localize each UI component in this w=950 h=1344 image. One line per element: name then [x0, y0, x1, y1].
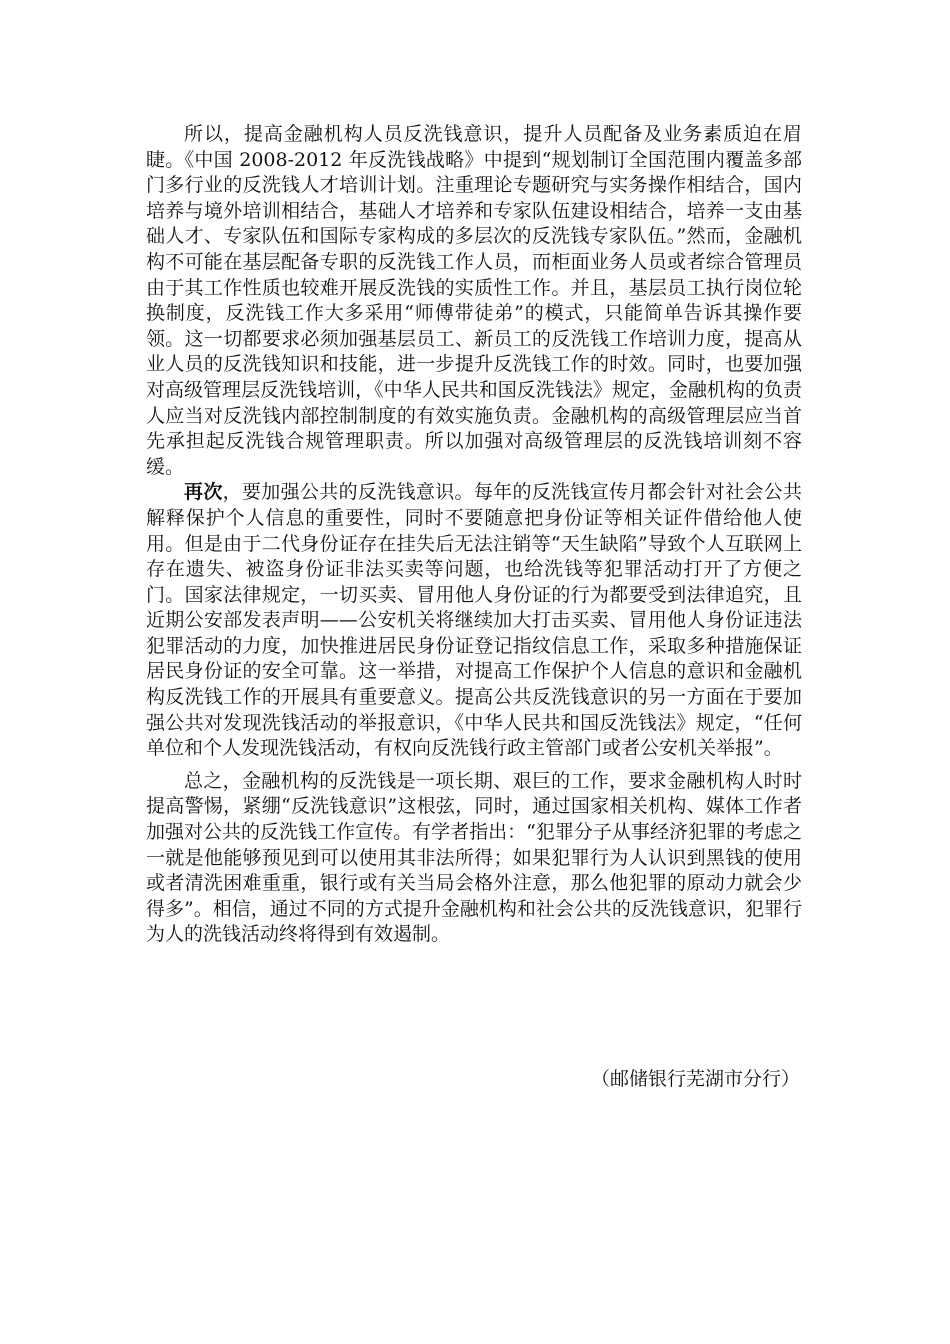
paragraph-conclusion — [146, 769, 802, 948]
paragraph-text: ，要加强公共的反洗钱意识。每年的反洗钱宣传月都会针对社会公共解释保护个人信息的重要性，同时不要随意把身份证等相关证件借给他人使用。但是由于二代身份证存在挂失后无法注销等“天生缺陷”导致个人互联网上存在遗失、被盗身份证非法买卖等问题，也给洗钱等犯罪活动打开了方便之门。国家法律规定，一切买卖、冒用他人身份证的行为都要受到法律追究，且近期公安部发表声明——公安机关将继续加大打击买卖、冒用他人身份证违法犯罪活动的力度，加快推进居民身份证登记指纹信息工作，采取多种措施保证居民身份证的安全可靠。这一举措，对提高工作保护个人信息的意识和金融机构反洗钱工作的开展具有重要意义。提高公共反洗钱意识的另一方面在于要加强公共对发现洗钱活动的举报意识，《中华人民共和国反洗钱法》规定，“任何单位和个人发现洗钱活动，有权向反洗钱行政主管部门或者公安机关举报”。 — [146, 481, 802, 760]
author-signature: （邮储银行芜湖市分行） — [590, 1068, 800, 1090]
paragraph-training — [146, 122, 802, 480]
paragraph-public-awareness — [146, 480, 802, 762]
paragraph-text: 所以，提高金融机构人员反洗钱意识，提升人员配备及业务素质迫在眉睫。《中国 2008-2012 年反洗钱战略》中提到“规划制订全国范围内覆盖多部门多行业的反洗钱人才培训计划。注重理论专题研究与实务操作相结合，国内培养与境外培训相结合，基础人才培养和专家队伍建设相结合，培养一支由基础人才、专家队伍和国际专家构成的多层次的反洗钱专家队伍。”然而，金融机构不可能在基层配备专职的反洗钱工作人员，而柜面业务人员或者综合管理员由于其工作性质也较难开展反洗钱的实质性工作。并且，基层员工执行岗位轮换制度，反洗钱工作大多采用“师傅带徒弟”的模式，只能简单告诉其操作要领。这一切都要求必须加强基层员工、新员工的反洗钱工作培训力度，提高从业人员的反洗钱知识和技能，进一步提升反洗钱工作的时效。同时，也要加强对高级管理层反洗钱培训，《中华人民共和国反洗钱法》规定，金融机构的负责人应当对反洗钱内部控制制度的有效实施负责。金融机构的高级管理层应当首先承担起反洗钱合规管理职责。所以加强对高级管理层的反洗钱培训刻不容缓。 — [146, 123, 802, 478]
paragraph-lead-word: 再次 — [184, 481, 223, 504]
paragraph-text: 总之，金融机构的反洗钱是一项长期、艰巨的工作，要求金融机构人时时提高警惕，紧绷“反洗钱意识”这根弦，同时，通过国家相关机构、媒体工作者加强对公共的反洗钱工作宣传。有学者指出：“犯罪分子从事经济犯罪的考虑之一就是他能够预见到可以使用其非法所得；如果犯罪行为人认识到黑钱的使用或者清洗困难重重，银行或有关当局会格外注意，那么他犯罪的原动力就会少得多”。相信，通过不同的方式提升金融机构和社会公共的反洗钱意识，犯罪行为人的洗钱活动终将得到有效遏制。 — [146, 769, 802, 946]
article-body — [146, 122, 802, 948]
